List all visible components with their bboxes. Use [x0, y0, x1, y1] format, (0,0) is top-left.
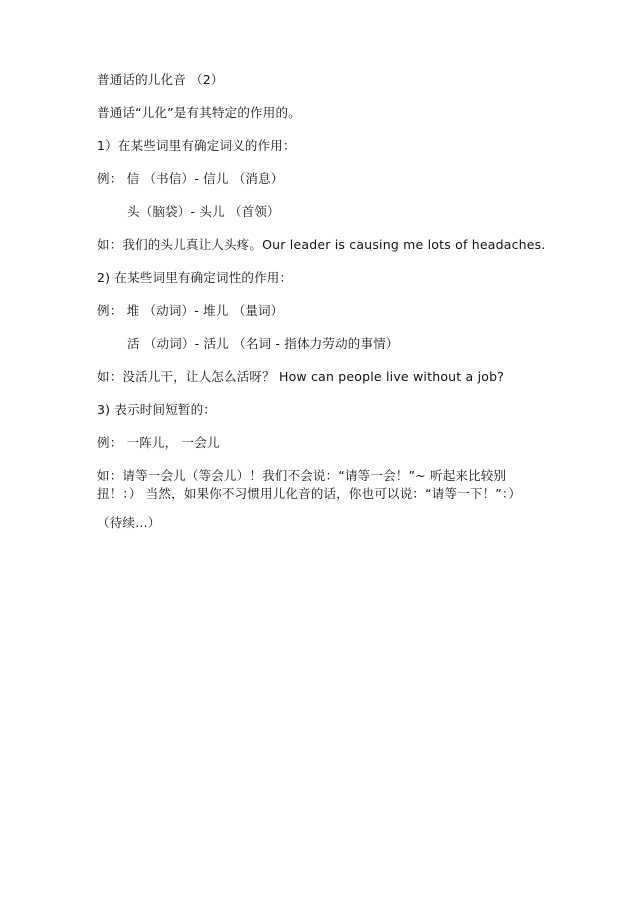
example-line: 例： 堆 （动词）- 堆儿 （量词）	[97, 303, 284, 318]
usage-sentence: 如：请等一会儿（等会儿）！我们不会说：“请等一会！”~ 听起来比较别	[97, 468, 507, 483]
usage-sentence-continued: 扭！：） 当然，如果你不习惯用儿化音的话，你也可以说：“请等一下！”：）	[97, 486, 522, 501]
example-line: 例： 信 （书信）- 信儿 （消息）	[97, 171, 284, 186]
section-heading-1: 1）在某些词里有确定词义的作用：	[97, 138, 296, 153]
document-body	[97, 72, 546, 531]
to-be-continued: （待续…）	[97, 515, 161, 530]
example-line: 例： 一阵儿， 一会儿	[97, 435, 220, 450]
document-title: 普通话的儿化音 （2）	[97, 72, 224, 87]
intro-sentence: 普通话“儿化”是有其特定的作用的。	[97, 105, 301, 120]
usage-sentence: 如：没活儿干，让人怎么活呀？ How can people live without a job?	[97, 369, 505, 384]
example-line-indented: 头（脑袋）- 头儿 （首领）	[127, 204, 280, 219]
section-heading-3: 3) 表示时间短暂的：	[97, 402, 217, 417]
section-heading-2: 2) 在某些词里有确定词性的作用：	[97, 270, 293, 285]
example-line-indented: 活 （动词）- 活儿 （名词 - 指体力劳动的事情）	[127, 336, 399, 351]
usage-sentence: 如：我们的头儿真让人头疼。Our leader is causing me lots of headaches.	[97, 237, 546, 252]
